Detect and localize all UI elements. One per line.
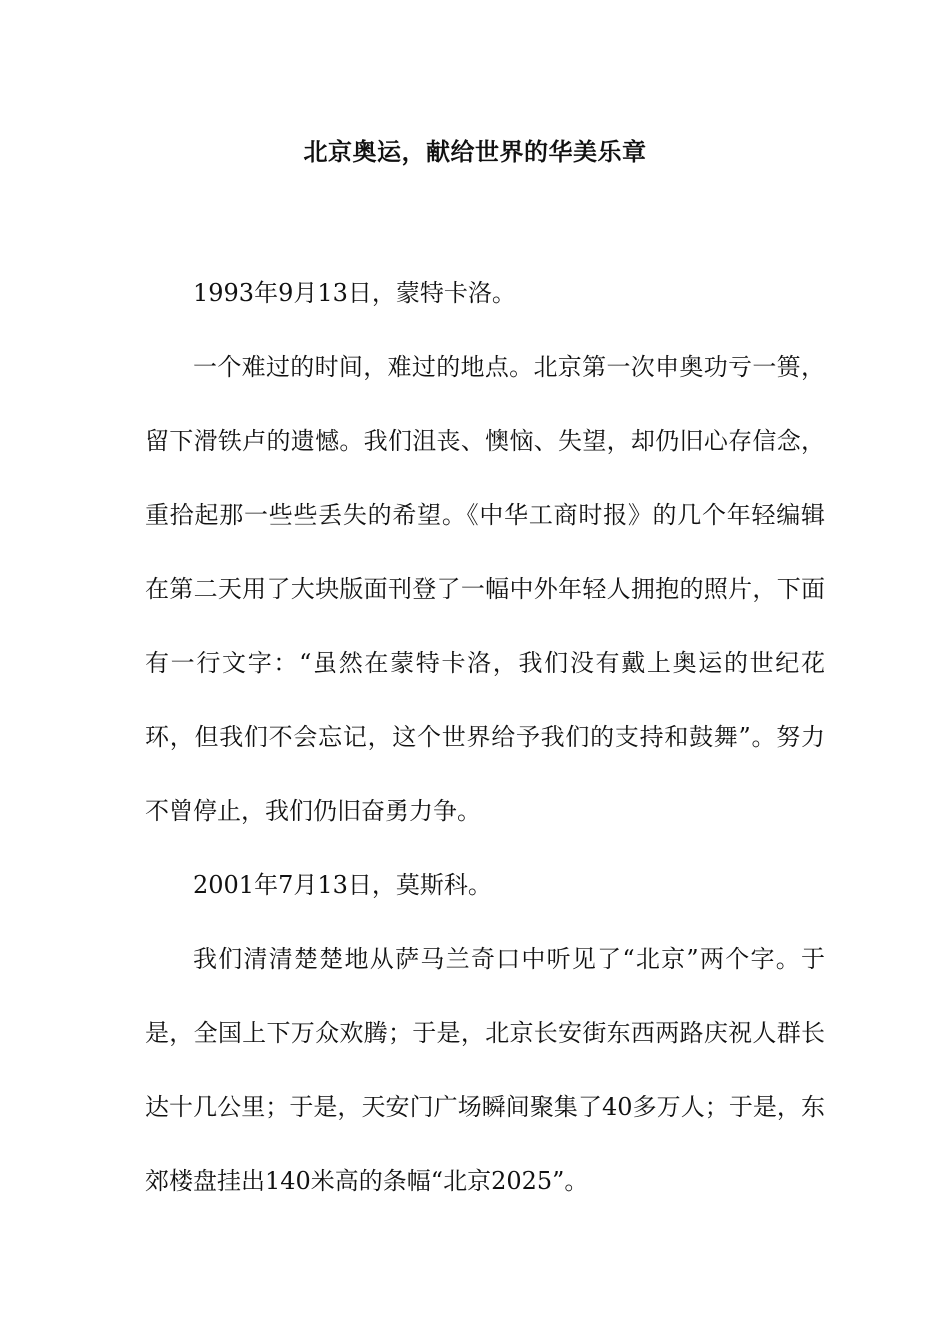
paragraph-first-bid: 一个难过的时间，难过的地点。北京第一次申奥功亏一篑，留下滑铁卢的遗憾。我们沮丧、懊恼、失望，却仍旧心存信念，重拾起那一些些丢失的希望。《中华工商时报》的几个年轻编辑在第二天用了大块版面刊登了一幅中外年轻人拥抱的照片，下面有一行文字：“虽然在蒙特卡洛，我们没有戴上奥运的世纪花环，但我们不会忘记，这个世界给予我们的支持和鼓舞”。努力不曾停止，我们仍旧奋勇力争。 (145, 353, 825, 825)
document-body (145, 256, 825, 1218)
paragraph-celebration: 我们清清楚楚地从萨马兰奇口中听见了“北京”两个字。于是，全国上下万众欢腾；于是，北京长安街东西两路庆祝人群长达十几公里；于是，天安门广场瞬间聚集了40多万人；于是，东郊楼盘挂出140米高的条幅“北京2025”。 (145, 945, 825, 1195)
document-title: 北京奥运，献给世界的华美乐章 (303, 137, 647, 166)
paragraph-date-moscow: 2001年7月13日，莫斯科。 (193, 871, 492, 899)
paragraph-date-monte-carlo: 1993年9月13日，蒙特卡洛。 (193, 279, 516, 307)
